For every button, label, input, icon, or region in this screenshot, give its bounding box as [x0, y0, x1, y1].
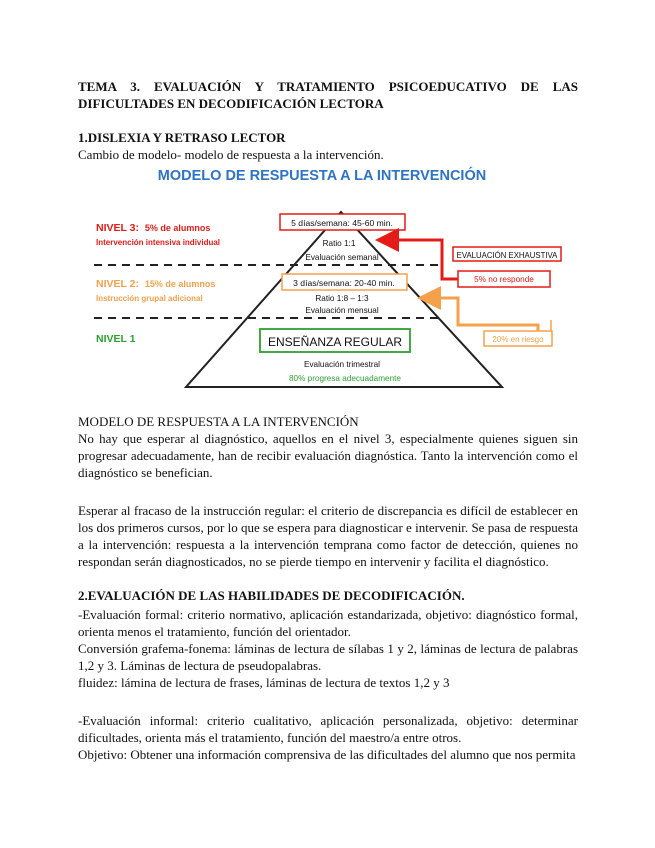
document-title-line-2: DIFICULTADES EN DECODIFICACIÓN LECTORA — [78, 96, 384, 111]
nivel1-base-label: ENSEÑANZA REGULAR — [267, 335, 403, 349]
nivel1-progress: 80% progresa adecuadamente — [289, 374, 401, 383]
rti-model-figure — [78, 160, 578, 395]
section2-heading: 2.EVALUACIÓN DE LAS HABILIDADES DE DECODIFICACIÓN. — [78, 588, 465, 603]
no-responde-arrow — [381, 240, 458, 279]
no-responde-label: 5% no responde — [474, 275, 534, 284]
paragraph2-line: Esperar al fracaso de la instrucción regular: el criterio de discrepancia es difícil de establecer en — [78, 503, 578, 518]
informal-evaluation-line: Objetivo: Obtener una información comprensiva de las dificultades del alumno que nos permita — [78, 747, 576, 762]
nivel3-label: NIVEL 3: 5% de alumnos — [96, 222, 211, 234]
formal-evaluation-line: fluidez: lámina de lectura de frases, láminas de lectura de textos 1,2 y 3 — [78, 675, 450, 690]
formal-evaluation-line: orienta menos el tratamiento, función del orientador. — [78, 624, 351, 639]
nivel1-evaluation: Evaluación trimestral — [304, 360, 380, 369]
document-title-line-1: TEMA 3. EVALUACIÓN Y TRATAMIENTO PSICOEDUCATIVO DE LAS — [78, 79, 578, 94]
formal-evaluation-line: Conversión grafema-fonema: láminas de lectura de sílabas 1 y 2, láminas de lectura de palabras — [78, 641, 578, 656]
nivel2-description: Instrucción grupal adicional — [96, 294, 203, 303]
paragraph1-line: diagnóstico se benefician. — [78, 465, 213, 480]
nivel2-evaluation: Evaluación mensual — [305, 306, 379, 315]
figure-title: MODELO DE RESPUESTA A LA INTERVENCIÓN — [157, 168, 487, 184]
paragraph2-line: respondan serán diagnosticados, no se pierde tiempo en intervenir y facilita el diagnóstico. — [78, 554, 549, 569]
section1-heading: 1.DISLEXIA Y RETRASO LECTOR — [78, 130, 286, 145]
en-riesgo-label: 20% en riesgo — [492, 335, 544, 344]
en-riesgo-arrow — [423, 298, 538, 331]
nivel3-evaluation: Evaluación semanal — [305, 253, 379, 262]
paragraph2-line: a la intervención: respuesta a la intervención temprana como factor de detección, quienes no — [78, 537, 578, 552]
nivel2-label: NIVEL 2: 15% de alumnos — [96, 278, 216, 290]
formal-evaluation-line: 1,2 y 3. Láminas de lectura de pseudopalabras. — [78, 658, 322, 673]
nivel3-ratio: Ratio 1:1 — [322, 239, 356, 248]
model-subheading: MODELO DE RESPUESTA A LA INTERVENCIÓN — [78, 414, 359, 429]
nivel2-schedule: 3 días/semana: 20-40 min. — [293, 278, 395, 288]
paragraph2-line: los dos primeros cursos, por lo que se espera para diagnosticar e intervenir. Se pasa de respuesta — [78, 520, 578, 535]
nivel3-description: Intervención intensiva individual — [96, 238, 221, 247]
evaluacion-exhaustiva-label: EVALUACIÓN EXHAUSTIVA — [456, 251, 558, 260]
nivel2-ratio: Ratio 1:8 – 1:3 — [315, 294, 369, 303]
informal-evaluation-line: dificultades, orienta más el tratamiento, función del maestro/a entre otros. — [78, 730, 462, 745]
rti-pyramid-diagram — [78, 160, 578, 395]
nivel3-schedule: 5 días/semana: 45-60 min. — [291, 218, 393, 228]
formal-evaluation-line: -Evaluación formal: criterio normativo, aplicación estandarizada, objetivo: diagnóstico formal, — [78, 607, 578, 622]
informal-evaluation-line: -Evaluación informal: criterio cualitativo, aplicación personalizada, objetivo: determinar — [78, 713, 578, 728]
section1-intro: Cambio de modelo- modelo de respuesta a la intervención. — [78, 147, 384, 162]
paragraph1-line: No hay que esperar al diagnóstico, aquellos en el nivel 3, especialmente quienes siguen sin — [78, 431, 578, 446]
nivel1-label: NIVEL 1 — [96, 333, 136, 345]
paragraph1-line: progresar adecuadamente, han de recibir evaluación diagnóstica. Tanto la intervención como el — [78, 448, 578, 463]
